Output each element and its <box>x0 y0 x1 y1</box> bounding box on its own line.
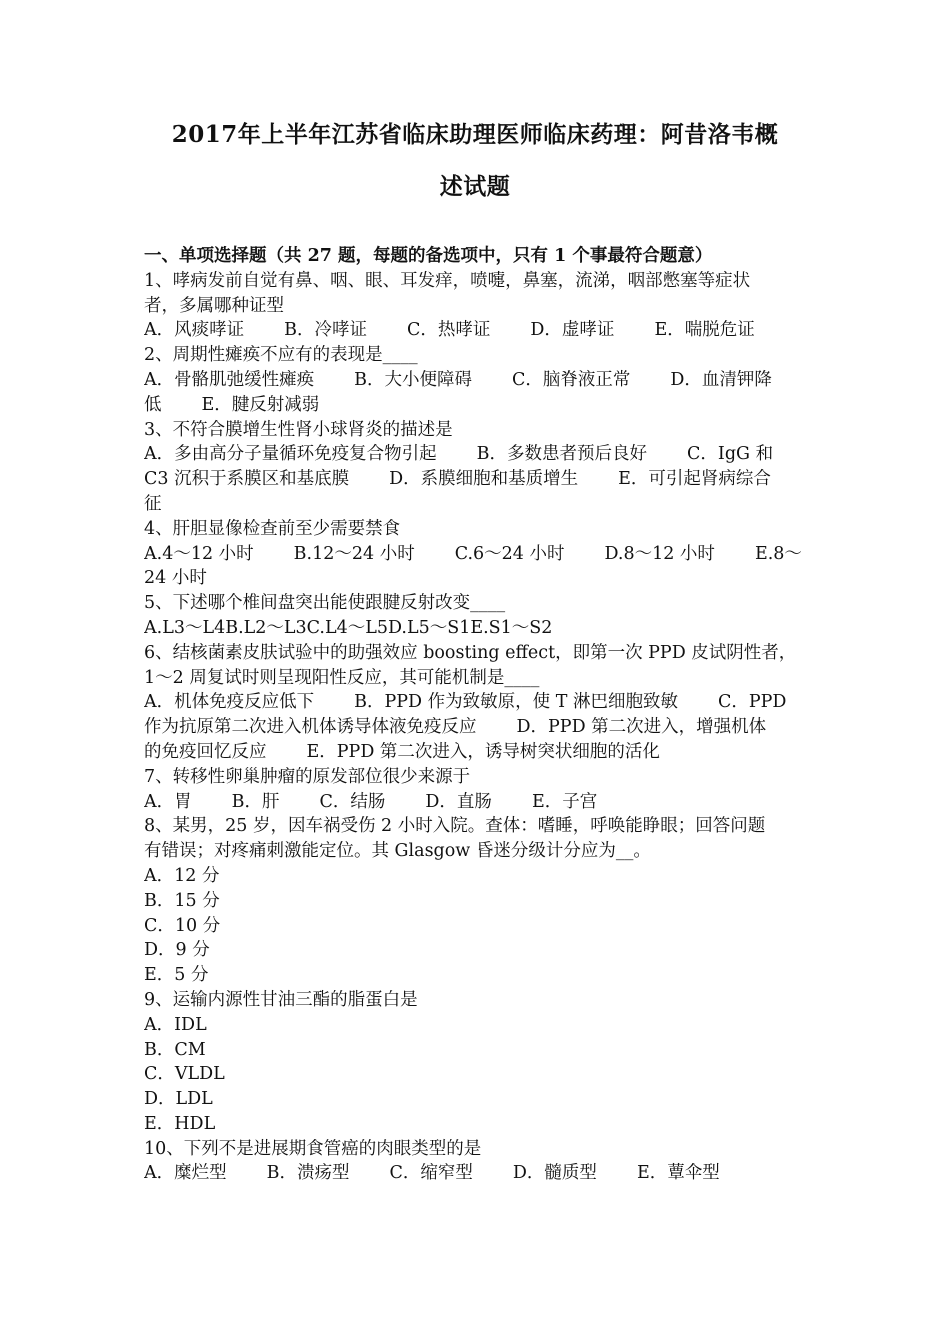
answer-option: B．CM <box>144 1039 206 1060</box>
question-stem-line: 3、不符合膜增生性肾小球肾炎的描述是 <box>144 419 453 440</box>
question-item <box>144 1137 816 1187</box>
question-item <box>144 418 816 517</box>
answer-option: B.12～24 小时 <box>293 543 415 564</box>
answer-option: D．直肠 <box>425 791 492 812</box>
answer-option: C．PPD <box>717 692 787 713</box>
answer-option: C．热哮证 <box>407 320 491 341</box>
document-title-line-1: 2017年上半年江苏省临床助理医师临床药理：阿昔洛韦概 <box>171 121 779 148</box>
question-item <box>144 641 816 765</box>
option-row <box>144 542 816 567</box>
option-row <box>144 1062 816 1087</box>
answer-option: D．9 分 <box>144 940 210 961</box>
answer-option: A．骨骼肌弛缓性瘫痪 <box>144 369 315 390</box>
question-stem-line: 2、周期性瘫痪不应有的表现是____ <box>144 345 418 366</box>
question-stem-line: 10、下列不是进展期食管癌的肉眼类型的是 <box>144 1138 482 1159</box>
answer-option: E.8～ <box>754 543 802 564</box>
question-stem-line: 有错误；对疼痛刺激能定位。其 Glasgow 昏迷分级计分应为__。 <box>144 841 651 862</box>
option-row <box>144 1013 816 1038</box>
option-row <box>144 690 816 715</box>
answer-option: E．蕈伞型 <box>636 1163 720 1184</box>
option-row <box>144 368 816 393</box>
answer-option: B．PPD 作为致敏原，使 T 淋巴细胞致敏 <box>354 692 678 713</box>
question-stem-line: 1～2 周复试时则呈现阳性反应，其可能机制是____ <box>144 667 540 688</box>
answer-option: C.6～24 小时 <box>454 543 565 564</box>
answer-option: 作为抗原第二次进入机体诱导体液免疫反应 <box>144 717 477 738</box>
answer-option: A．风痰哮证 <box>144 320 245 341</box>
question-stem-line: 1、哮病发前自觉有鼻、咽、眼、耳发痒，喷嚏，鼻塞，流涕，咽部憋塞等症状 <box>144 270 751 291</box>
question-stem-line: 7、转移性卵巢肿瘤的原发部位很少来源于 <box>144 766 471 787</box>
answer-option: D．血清钾降 <box>670 369 772 390</box>
answer-option: C．VLDL <box>144 1064 225 1085</box>
question-stem-line: 5、下述哪个椎间盘突出能使跟腱反射改变____ <box>144 593 506 614</box>
section-heading: 一、单项选择题（共 27 题，每题的备选项中，只有 1 个事最符合题意） <box>144 246 713 266</box>
answer-option: D．虚哮证 <box>530 320 615 341</box>
option-row <box>144 467 816 492</box>
answer-option: 低 <box>144 394 162 415</box>
answer-option: C．IgG 和 <box>687 444 774 465</box>
answer-option: A．胃 <box>144 791 192 812</box>
option-row <box>144 963 816 988</box>
option-row <box>144 914 816 939</box>
answer-option: C．10 分 <box>144 915 221 936</box>
answer-option: C3 沉积于系膜区和基底膜 <box>144 469 350 490</box>
answer-option: C．脑脊液正常 <box>512 369 631 390</box>
question-item <box>144 343 816 417</box>
answer-option: B．肝 <box>231 791 280 812</box>
answer-option: C．结肠 <box>319 791 386 812</box>
option-row <box>144 1161 816 1186</box>
answer-option: B．冷哮证 <box>284 320 368 341</box>
answer-option: A.4～12 小时 <box>144 543 254 564</box>
answer-option: C．缩窄型 <box>389 1163 473 1184</box>
question-stem-line: 6、结核菌素皮肤试验中的助强效应 boosting effect，即第一次 PPD 皮试阴性者， <box>144 642 797 663</box>
option-row <box>144 864 816 889</box>
question-item <box>144 591 816 641</box>
answer-option: D．髓质型 <box>512 1163 597 1184</box>
answer-option: E．HDL <box>144 1113 216 1134</box>
option-row <box>144 1087 816 1112</box>
answer-option: D．PPD 第二次进入，增强机体 <box>516 717 767 738</box>
option-row <box>144 790 816 815</box>
answer-option: A.L3～L4B.L2～L3C.L4～L5D.L5～S1E.S1～S2 <box>144 617 553 638</box>
option-row <box>144 1038 816 1063</box>
option-row <box>144 889 816 914</box>
question-item <box>144 988 816 1137</box>
answer-option: A．机体免疫反应低下 <box>144 692 315 713</box>
answer-option: B．大小便障碍 <box>354 369 473 390</box>
answer-option: E．可引起肾病综合 <box>618 469 771 490</box>
option-row <box>144 1112 816 1137</box>
question-item <box>144 269 816 343</box>
answer-option: D．系膜细胞和基质增生 <box>389 469 579 490</box>
document-title-line-2: 述试题 <box>439 173 511 200</box>
answer-option: A．IDL <box>144 1014 207 1035</box>
option-row <box>144 616 816 641</box>
option-row <box>144 318 816 343</box>
option-row <box>144 492 816 517</box>
answer-option: D.8～12 小时 <box>604 543 715 564</box>
question-item <box>144 814 816 988</box>
answer-option: D．LDL <box>144 1089 213 1110</box>
question-stem-line: 4、肝胆显像检查前至少需要禁食 <box>144 518 401 539</box>
answer-option: E．5 分 <box>144 965 209 986</box>
answer-option: E．喘脱危证 <box>654 320 755 341</box>
answer-option: E．子宫 <box>531 791 598 812</box>
question-item <box>144 765 816 815</box>
answer-option: 的免疫回忆反应 <box>144 741 267 762</box>
question-item <box>144 517 816 591</box>
question-stem-line: 8、某男，25 岁，因车祸受伤 2 小时入院。查体：嗜睡，呼唤能睁眼；回答问题 <box>144 816 766 837</box>
answer-option: 24 小时 <box>144 568 207 589</box>
option-row <box>144 715 816 740</box>
answer-option: B．溃疡型 <box>266 1163 350 1184</box>
question-list <box>144 244 816 1186</box>
option-row <box>144 566 816 591</box>
answer-option: B．15 分 <box>144 890 220 911</box>
question-stem-line: 9、运输内源性甘油三酯的脂蛋白是 <box>144 989 418 1010</box>
option-row <box>144 442 816 467</box>
answer-option: 征 <box>144 493 162 514</box>
answer-option: E．PPD 第二次进入，诱导树突状细胞的活化 <box>306 741 660 762</box>
option-row <box>144 393 816 418</box>
answer-option: A．12 分 <box>144 865 220 886</box>
answer-option: B．多数患者预后良好 <box>476 444 648 465</box>
question-stem-line: 者，多属哪种证型 <box>144 295 284 316</box>
answer-option: E．腱反射减弱 <box>201 394 320 415</box>
option-row <box>144 740 816 765</box>
option-row <box>144 938 816 963</box>
answer-option: A．糜烂型 <box>144 1163 227 1184</box>
answer-option: A．多由高分子量循环免疫复合物引起 <box>144 444 437 465</box>
